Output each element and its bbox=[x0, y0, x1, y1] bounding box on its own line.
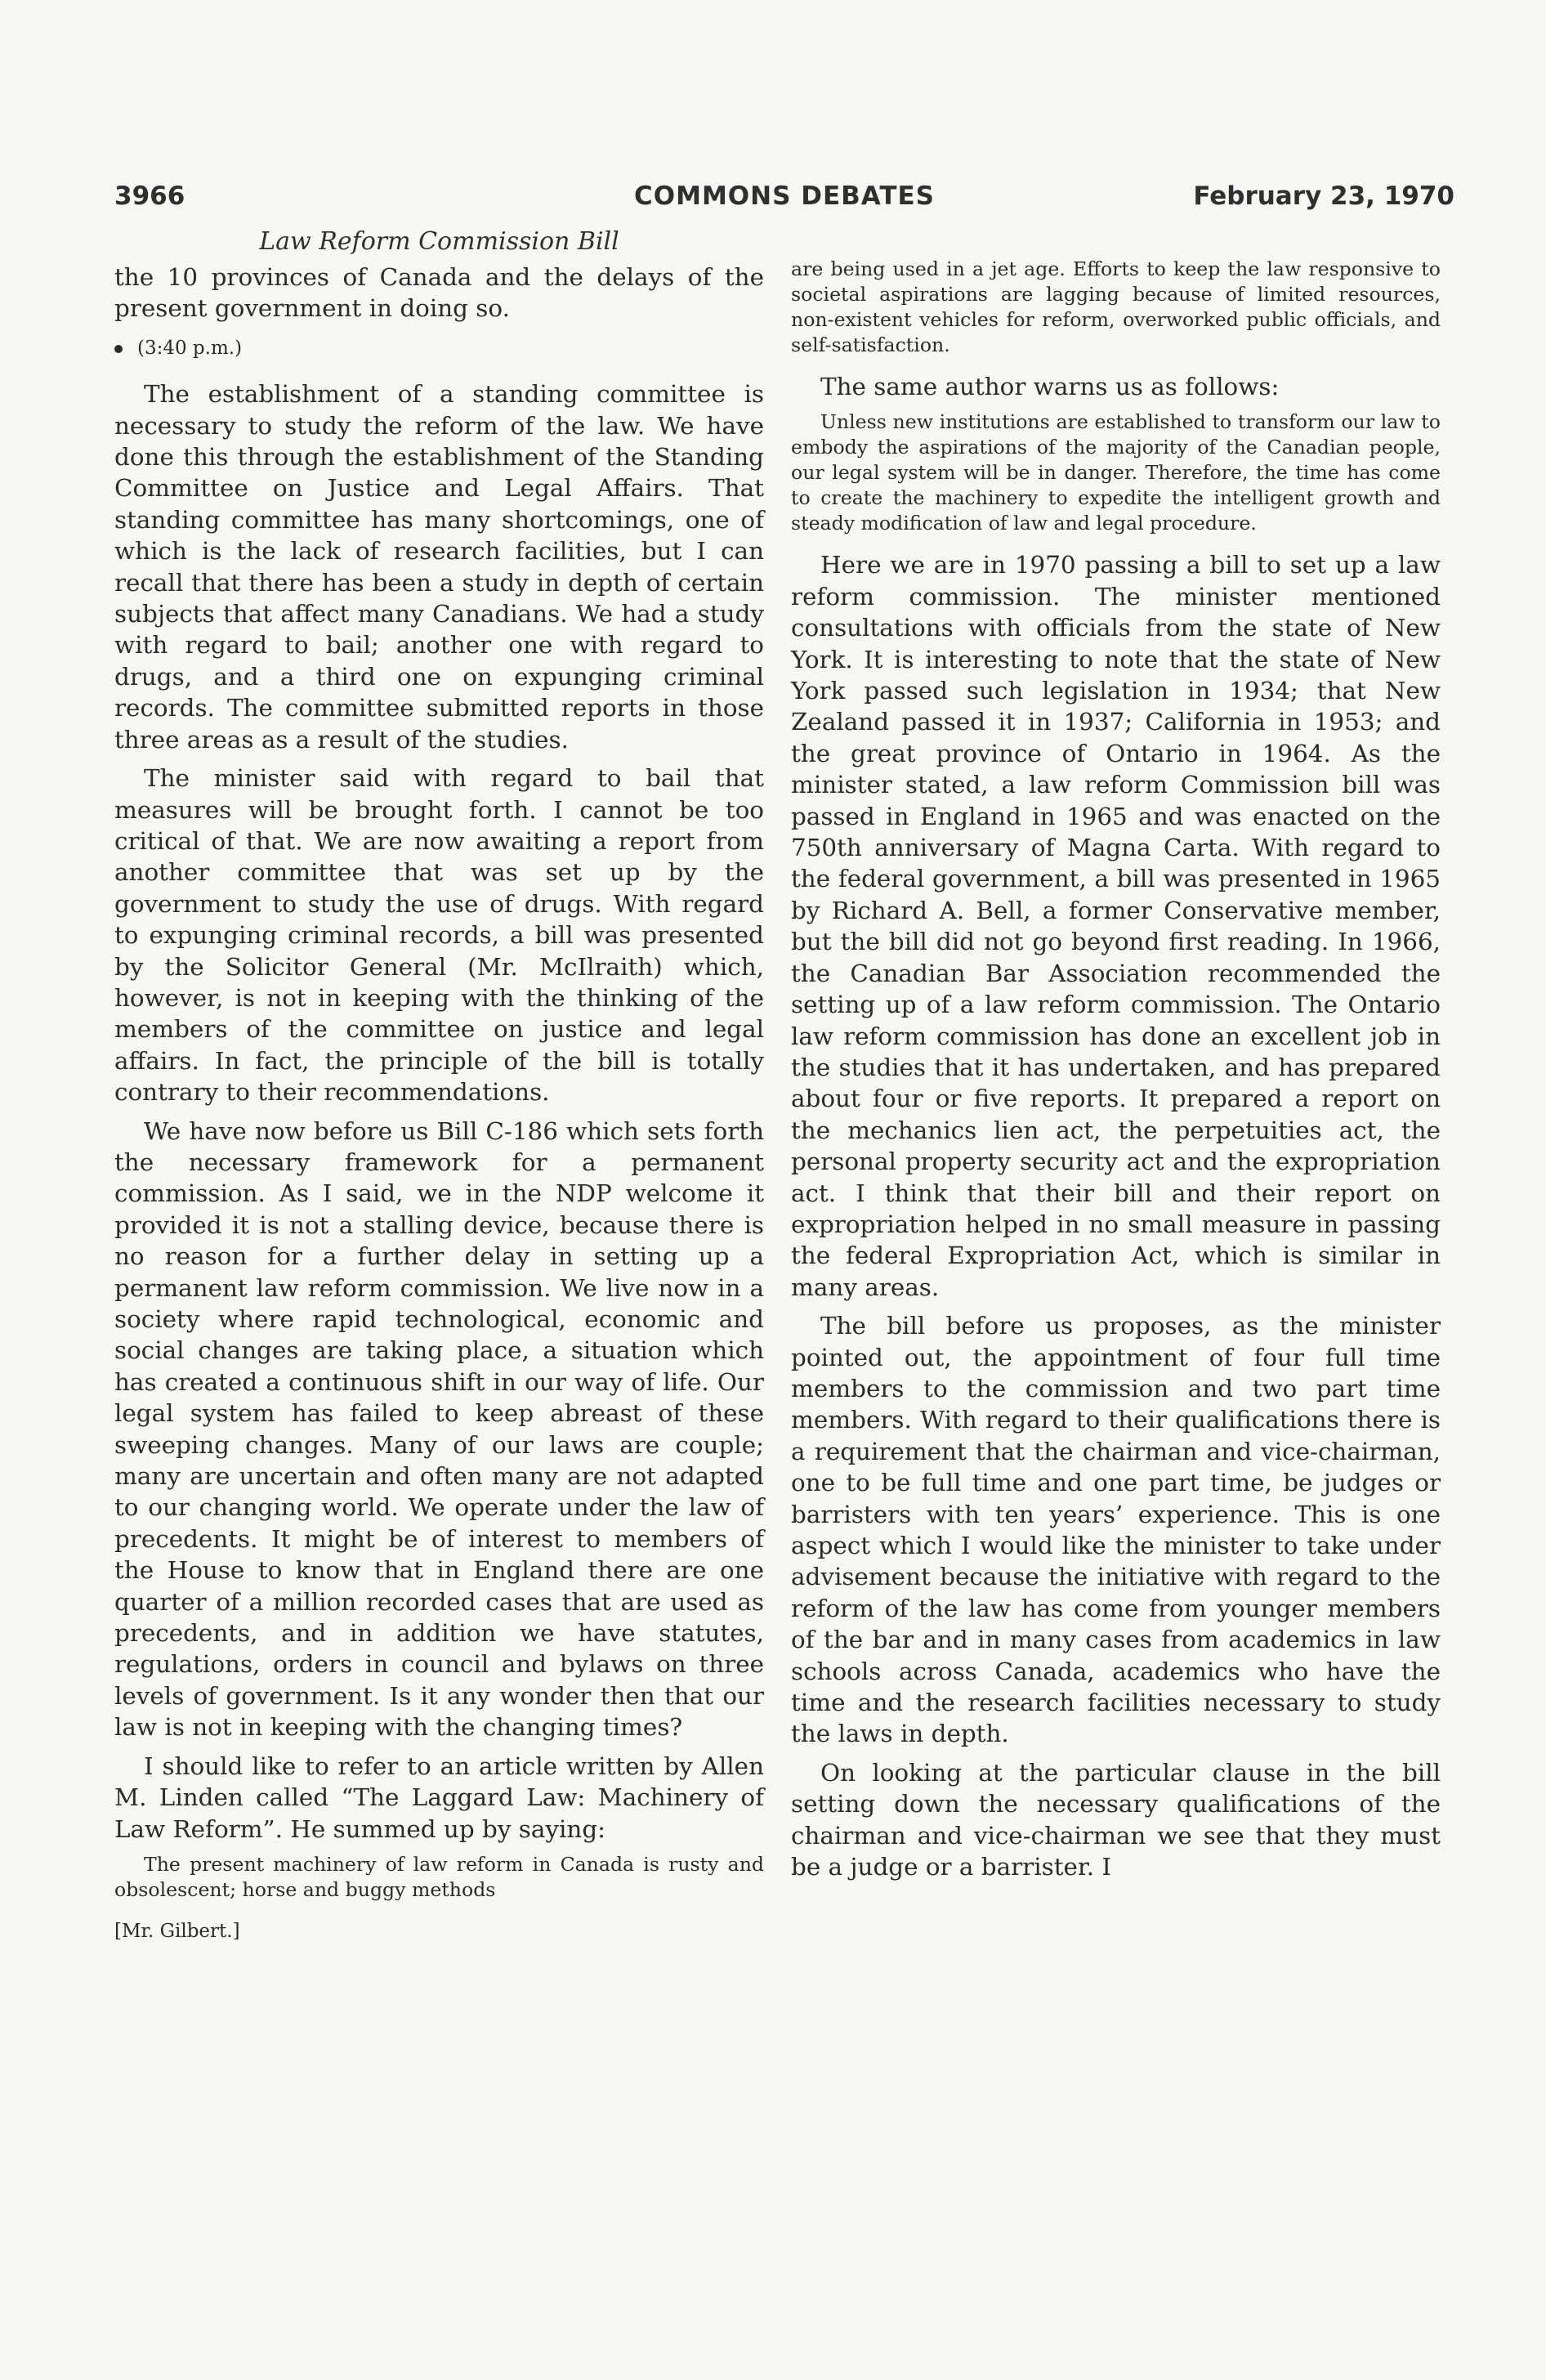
page-number: 3966 bbox=[114, 181, 185, 211]
page-header bbox=[114, 181, 1454, 222]
paragraph: The bill before us proposes, as the minister pointed out, the appointment of four full time members to the commission and two part time members. With regard to their qualifications there is a requirement that the chairman and vice-chairman, one to be full time and one part time, be judges or barristers with ten years’ experience. This is one aspect which I would like the minister to take under advisement because the initiative with regard to the reform of the law has come from younger members of the bar and in many cases from academics in law schools across Canada, academics who have the time and the research facilities necessary to study the laws in depth. bbox=[791, 1312, 1441, 1748]
timestamp-text: (3:40 p.m.) bbox=[137, 337, 243, 359]
paragraph: We have now before us Bill C-186 which sets forth the necessary framework for a permanent commission. As I said, we in the NDP welcome it provided it is not a stalling device, because there is no reason for a further delay in setting up a permanent law reform commission. We live now in a society where rapid technological, economic and social changes are taking place, a situation which has created a continuous shift in our way of life. Our legal system has failed to keep abreast of these sweeping changes. Many of our laws are couple; many are uncertain and often many are not adapted to our changing world. We operate under the law of precedents. It might be of interest to members of the House to know that in England there are one quarter of a million recorded cases that are used as precedents, and in addition we have statutes, regulations, orders in council and bylaws on three levels of government. Is it any wonder then that our law is not in keeping with the changing times? bbox=[114, 1116, 764, 1742]
paragraph: The minister said with regard to bail that measures will be brought forth. I cannot be too critical of that. We are now awaiting a report from another committee that was set up by the government to study the use of drugs. With regard to expunging criminal records, a bill was presented by the Solicitor General (Mr. McIlraith) which, however, is not in keeping with the thinking of the members of the committee on justice and legal affairs. In fact, the principle of the bill is totally contrary to their recommendations. bbox=[114, 764, 764, 1107]
left-column bbox=[114, 262, 764, 1947]
bullet-icon bbox=[114, 345, 123, 353]
timestamp bbox=[114, 333, 764, 364]
publication-date: February 23, 1970 bbox=[1193, 181, 1454, 211]
speaker-attribution: [Mr. Gilbert.] bbox=[114, 1920, 240, 1942]
block-quote: Unless new institutions are established to transform our law to embody the aspirations of the majority of the Canadian people, our legal system will be in danger. Therefore, the time has come to create the machinery to expedite the intelligent growth and steady modification of law and legal procedure. bbox=[791, 410, 1441, 535]
paragraph: I should like to refer to an article written by Allen M. Linden called “The Laggard Law: Machinery of Law Reform”. He summed up by saying: bbox=[114, 1751, 764, 1843]
section-subheading: Law Reform Commission Bill bbox=[259, 227, 619, 256]
paragraph: The establishment of a standing committee is necessary to study the reform of the law. We have done this through the establishment of the Standing Committee on Justice and Legal Affairs. That standing committee has many shortcomings, one of which is the lack of research facilities, but I can recall that there has been a study in depth of certain subjects that affect many Canadians. We had a study with regard to bail; another one with regard to drugs, and a third one on expunging criminal records. The committee submitted reports in those three areas as a result of the studies. bbox=[114, 380, 764, 754]
paragraph: On looking at the particular clause in the bill setting down the necessary qualifications of the chairman and vice-chairman we see that they must be a judge or a barrister. I bbox=[791, 1758, 1441, 1881]
block-quote: The present machinery of law reform in Canada is rusty and obsolescent; horse and buggy methods bbox=[114, 1852, 764, 1901]
paragraph: the 10 provinces of Canada and the delays of the present government in doing so. bbox=[114, 263, 764, 323]
paragraph: Here we are in 1970 passing a bill to set up a law reform commission. The minister mentioned consultations with officials from the state of New York. It is interesting to note that the state of New York passed such legislation in 1934; that New Zealand passed it in 1937; California in 1953; and the great province of Ontario in 1964. As the minister stated, a law reform Commission bill was passed in England in 1965 and was enacted on the 750th anniversary of Magna Carta. With regard to the federal government, a bill was presented in 1965 by Richard A. Bell, a former Conservative member, but the bill did not go beyond first reading. In 1966, the Canadian Bar Association recommended the setting up of a law reform commission. The Ontario law reform commission has done an excellent job in the studies that it has undertaken, and has prepared about four or five reports. It prepared a report on the mechanics lien act, the perpetuities act, the personal property security act and the expropriation act. I think that their bill and their report on expropriation helped in no small measure in passing the federal Expropriation Act, which is similar in many areas. bbox=[791, 551, 1441, 1301]
publication-title: COMMONS DEBATES bbox=[634, 181, 935, 211]
right-column bbox=[791, 257, 1441, 1890]
paragraph: The same author warns us as follows: bbox=[820, 373, 1280, 400]
block-quote: are being used in a jet age. Efforts to keep the law responsive to societal aspirations are lagging because of limited resources, non-existent vehicles for reform, overworked public officials, and self-satisfaction. bbox=[791, 257, 1441, 356]
